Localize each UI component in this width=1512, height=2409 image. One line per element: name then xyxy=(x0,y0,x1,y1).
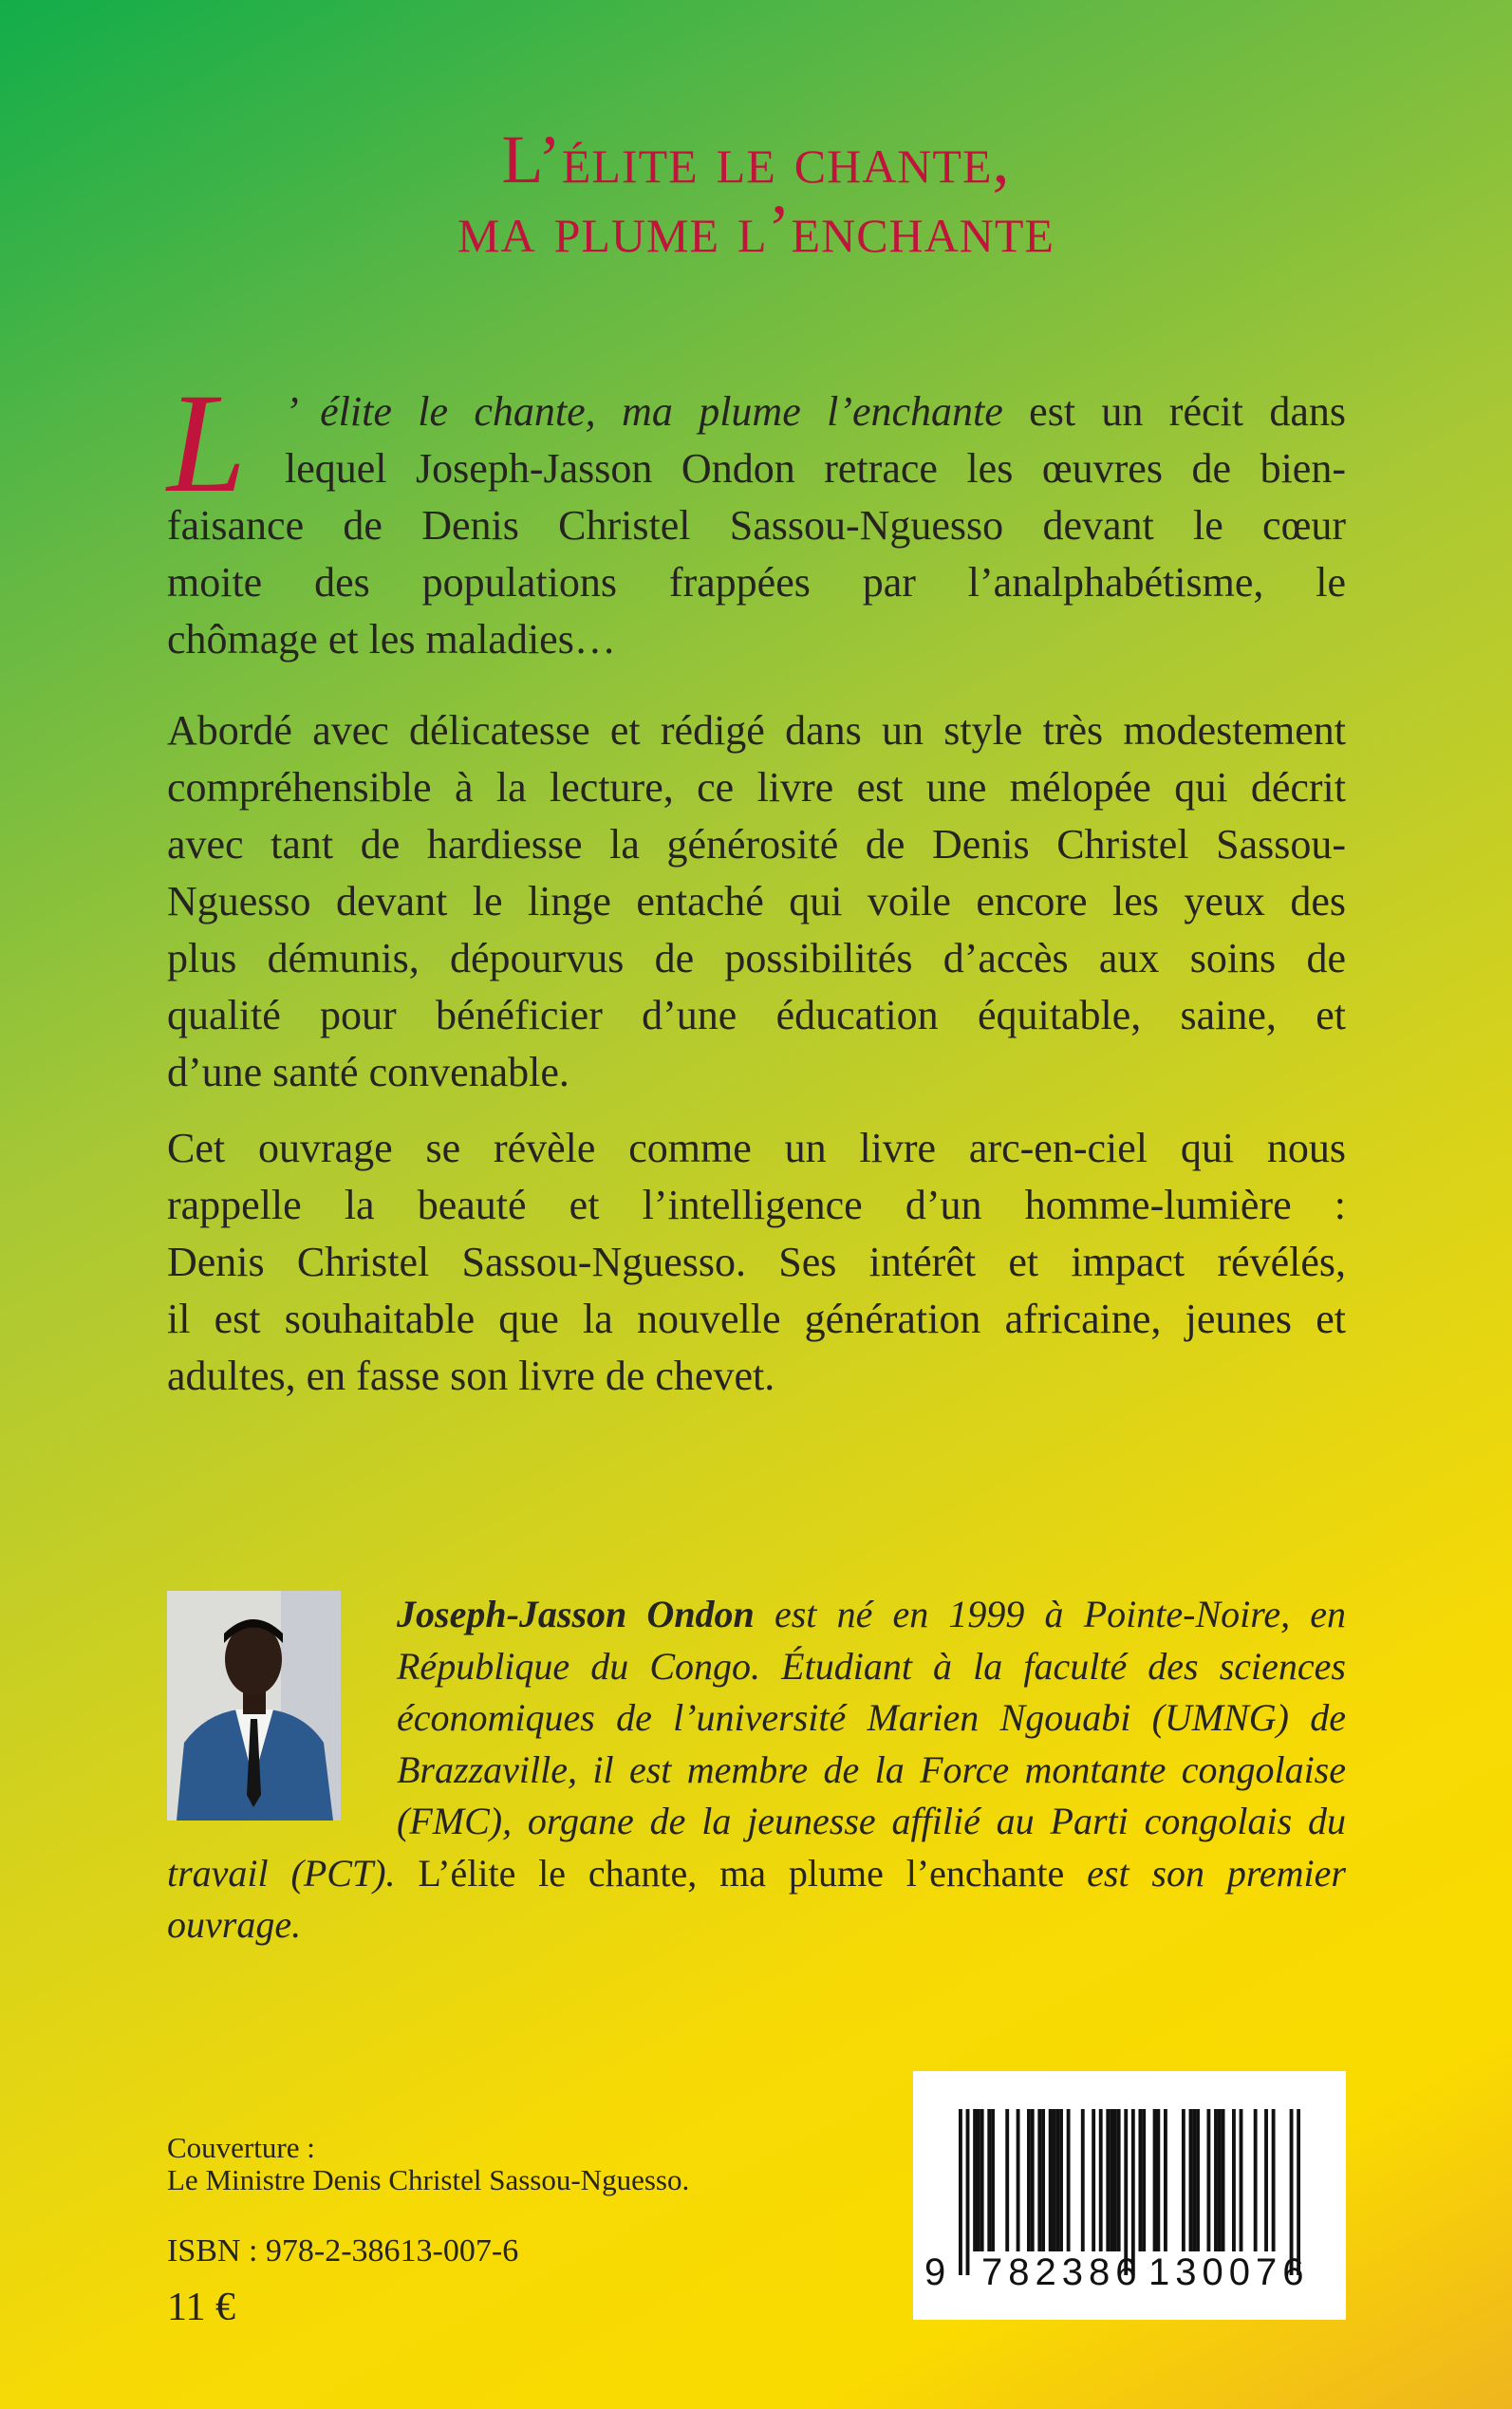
text-segment: travail (PCT). xyxy=(167,1851,396,1895)
text-segment: d’une santé convenable. xyxy=(167,1049,569,1095)
text-segment: Cet ouvrage se révèle comme un livre arc-en-ciel qui nous xyxy=(167,1125,1346,1171)
barcode-bar xyxy=(1106,2109,1110,2251)
barcode-bar xyxy=(1099,2109,1103,2251)
barcode-bar xyxy=(1067,2109,1071,2251)
barcode-bar xyxy=(977,2109,980,2251)
barcode-bar xyxy=(1053,2109,1056,2251)
price: 11 € xyxy=(167,2286,235,2329)
cover-credit-label: Couverture : xyxy=(167,2131,315,2164)
barcode-bar xyxy=(1031,2109,1035,2251)
book-title-line-1: L’élite le chante, xyxy=(501,121,1011,197)
barcode-bar xyxy=(959,2109,962,2275)
barcode-digits-left: 782386 xyxy=(981,2251,1143,2293)
barcode xyxy=(913,2071,1346,2320)
barcode-bar xyxy=(1222,2109,1225,2251)
text-line xyxy=(167,1348,1346,1405)
synopsis-paragraph-1 xyxy=(167,383,1346,668)
text-line xyxy=(285,383,1346,440)
text-segment: Abordé avec délicatesse et rédigé dans un style très modestement xyxy=(167,707,1346,754)
text-line xyxy=(397,1692,1346,1745)
barcode-bar xyxy=(1081,2109,1085,2251)
text-segment: rappelle la beauté et l’intelligence d’un homme-lumière : xyxy=(167,1182,1346,1228)
barcode-bar xyxy=(1153,2109,1157,2251)
book-title-line-2: ma plume l’enchante xyxy=(457,191,1055,267)
text-line xyxy=(285,440,1346,497)
text-segment: compréhensible à la lecture, ce livre est une mélopée qui décrit xyxy=(167,764,1346,811)
barcode-bar xyxy=(1027,2109,1031,2251)
barcode-bar xyxy=(1240,2109,1243,2251)
barcode-bar xyxy=(1264,2109,1268,2251)
barcode-bar xyxy=(987,2109,991,2251)
text-segment: chômage et les maladies… xyxy=(167,616,616,663)
text-line xyxy=(167,1291,1346,1348)
text-segment: Joseph-Jasson Ondon xyxy=(397,1593,755,1635)
barcode-digit-first: 9 xyxy=(924,2251,946,2293)
cover-credit-text: Le Ministre Denis Christel Sassou-Nguesso. xyxy=(167,2163,690,2196)
text-line xyxy=(167,1177,1346,1234)
barcode-bar xyxy=(1124,2109,1128,2275)
text-segment: économiques de l’université Marien Ngouabi (UMNG) de xyxy=(397,1696,1346,1739)
barcode-bar xyxy=(1117,2109,1121,2251)
text-line xyxy=(397,1589,1346,1641)
text-line xyxy=(167,816,1346,873)
text-line xyxy=(167,1234,1346,1291)
text-segment: ’ élite le chante, ma plume l’enchante xyxy=(285,388,1003,435)
barcode-bar xyxy=(1272,2109,1276,2251)
barcode-bar xyxy=(1059,2109,1063,2251)
text-line xyxy=(167,1044,1346,1101)
text-segment: est son premier xyxy=(1064,1851,1346,1895)
barcode-bar xyxy=(1254,2109,1258,2251)
barcode-bar xyxy=(1290,2109,1294,2275)
text-segment: (FMC), organe de la jeunesse affilié au Parti congolais du xyxy=(397,1800,1346,1842)
text-line xyxy=(167,702,1346,759)
text-line xyxy=(167,930,1346,987)
barcode-bar xyxy=(980,2109,984,2251)
text-line xyxy=(167,1899,1346,1951)
synopsis-paragraph-2 xyxy=(167,702,1346,1101)
barcode-bar xyxy=(1113,2109,1117,2251)
barcode-bar xyxy=(1214,2109,1218,2251)
barcode-bar xyxy=(1055,2109,1059,2251)
text-segment: L’élite le chante, ma plume l’enchante xyxy=(395,1851,1065,1895)
drop-cap: L xyxy=(167,364,247,522)
text-line xyxy=(167,1120,1346,1177)
text-segment: faisance de Denis Christel Sassou-Nguesso devant le cœur xyxy=(167,502,1346,549)
barcode-bar xyxy=(991,2109,995,2251)
text-line xyxy=(167,554,1346,611)
text-segment: moite des populations frappées par l’analphabétisme, le xyxy=(167,559,1346,606)
barcode-bar xyxy=(1142,2109,1146,2251)
text-segment: République du Congo. Étudiant à la faculté des sciences xyxy=(397,1644,1346,1688)
barcode-bar xyxy=(1005,2109,1009,2251)
barcode-bar xyxy=(1297,2109,1300,2275)
barcode-bar xyxy=(1218,2109,1222,2251)
barcode-bar xyxy=(1232,2109,1236,2251)
barcode-bar xyxy=(1156,2109,1160,2251)
barcode-digits-right: 130076 xyxy=(1148,2251,1310,2293)
barcode-bar xyxy=(1092,2109,1095,2251)
barcode-bar xyxy=(1196,2109,1200,2251)
barcode-bar xyxy=(1164,2109,1167,2251)
text-line xyxy=(167,497,1346,554)
text-line xyxy=(167,1848,1346,1900)
text-line xyxy=(167,611,1346,668)
text-line xyxy=(167,759,1346,816)
barcode-bar xyxy=(1110,2109,1113,2251)
synopsis-paragraph-3 xyxy=(167,1120,1346,1405)
barcode-bar xyxy=(1131,2109,1135,2275)
text-line xyxy=(167,873,1346,930)
barcode-bar xyxy=(1189,2109,1193,2251)
text-segment: adultes, en fasse son livre de chevet. xyxy=(167,1353,775,1399)
barcode-bar xyxy=(966,2109,970,2275)
text-segment: Nguesso devant le linge entaché qui voile encore les yeux des xyxy=(167,878,1346,924)
text-line xyxy=(397,1796,1346,1848)
text-segment: avec tant de hardiesse la générosité de Denis Christel Sassou- xyxy=(167,821,1346,868)
author-biography xyxy=(167,1589,1346,1951)
barcode-bar xyxy=(1017,2109,1020,2251)
text-segment: Brazzaville, il est membre de la Force montante congolaise xyxy=(397,1747,1346,1791)
text-line xyxy=(167,987,1346,1044)
barcode-bar xyxy=(1049,2109,1053,2251)
barcode-bar xyxy=(1138,2109,1142,2251)
text-segment: lequel Joseph-Jasson Ondon retrace les œuvres de bien- xyxy=(285,445,1346,492)
barcode-bar xyxy=(1037,2109,1041,2251)
text-segment: plus démunis, dépourvus de possibilités d’accès aux soins de xyxy=(167,935,1346,981)
text-line xyxy=(397,1641,1346,1693)
text-segment: ouvrage. xyxy=(167,1903,302,1946)
barcode-bar xyxy=(1041,2109,1045,2251)
barcode-bar xyxy=(973,2109,977,2251)
barcode-bar xyxy=(1182,2109,1185,2251)
text-segment: il est souhaitable que la nouvelle génération africaine, jeunes et xyxy=(167,1296,1346,1342)
text-segment: est un récit dans xyxy=(1002,388,1346,435)
text-line xyxy=(397,1745,1346,1797)
text-segment: Denis Christel Sassou-Nguesso. Ses intérêt et impact révélés, xyxy=(167,1239,1346,1285)
text-segment: est né en 1999 à Pointe-Noire, en xyxy=(754,1593,1346,1635)
isbn: ISBN : 978-2-38613-007-6 xyxy=(167,2233,519,2269)
barcode-bar xyxy=(1192,2109,1196,2251)
barcode-bars xyxy=(959,2109,1300,2275)
text-segment: qualité pour bénéficier d’une éducation équitable, saine, et xyxy=(167,992,1346,1038)
barcode-bar xyxy=(1206,2109,1210,2251)
